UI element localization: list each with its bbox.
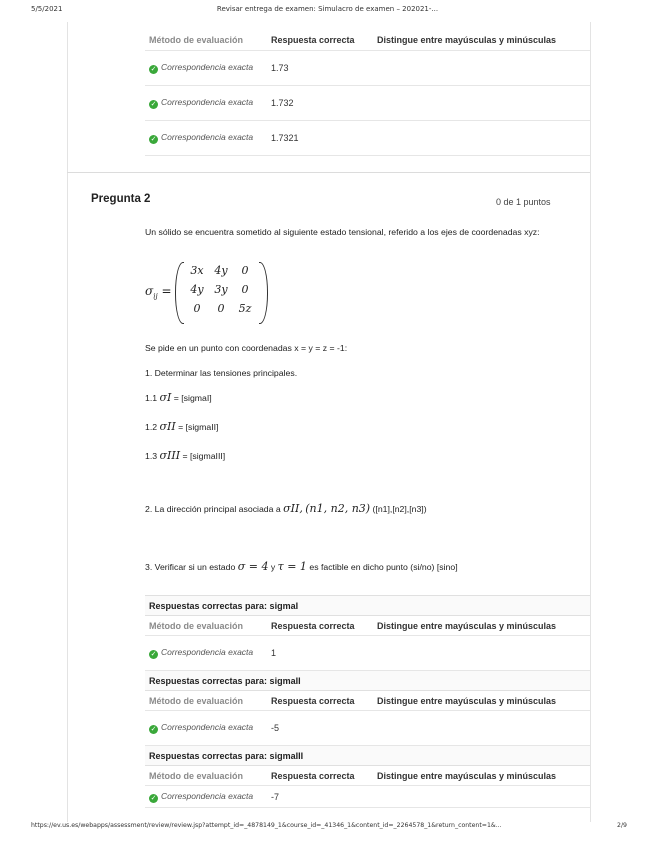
matrix-cell: 0 (217, 302, 225, 315)
table-row (145, 786, 590, 808)
table-header-row (145, 616, 590, 636)
method-cell: ✓ Correspondencia exacta (145, 50, 267, 85)
point-line: Se pide en un punto con coordenadas x = y = z = -1: (145, 343, 348, 353)
case-cell (373, 85, 590, 120)
answer-header: Respuesta correcta (267, 30, 373, 50)
answer-cell: 1.732 (267, 85, 373, 120)
answer-cell: 1 (267, 636, 373, 671)
matrix-cell: 4y (214, 264, 228, 277)
part1-sub1: 1.1 σI = [sigmaI] (145, 391, 212, 404)
group-row (145, 596, 590, 616)
answer-cell: -5 (267, 711, 373, 746)
table-row (145, 120, 590, 155)
matrix-cell: 0 (241, 283, 249, 296)
question-title: Pregunta 2 (91, 193, 151, 205)
part2-text: 2. La dirección principal asociada a σII, (n1, n2, n3) ([n1],[n2],[n3]) (145, 502, 427, 515)
answer-header: Respuesta correcta (267, 691, 373, 711)
case-header: Distingue entre mayúsculas y minúsculas (373, 766, 590, 786)
check-icon: ✓ (150, 651, 157, 658)
method-cell: ✓ Correspondencia exacta (145, 85, 267, 120)
part3-text: 3. Verificar si un estado σ = 4 y τ = 1 es factible en dicho punto (si/no) [sino] (145, 560, 458, 573)
group-row (145, 671, 590, 691)
question-intro: Un sólido se encuentra sometido al siguiente estado tensional, referido a los ejes de coordenadas xyz: (145, 227, 540, 237)
answer-header: Respuesta correcta (267, 766, 373, 786)
group-label: Respuestas correctas para: sigmaIII (145, 746, 590, 766)
method-cell: ✓ Correspondencia exacta (145, 786, 267, 808)
matrix-cell: 0 (193, 302, 201, 315)
case-header: Distingue entre mayúsculas y minúsculas (373, 691, 590, 711)
matrix-cell: 5z (238, 302, 252, 315)
case-cell (373, 786, 590, 808)
answer-cell: -7 (267, 786, 373, 808)
left-paren (175, 262, 184, 324)
table-header-row (145, 766, 590, 786)
right-paren (259, 262, 268, 324)
question-divider (67, 172, 590, 173)
method-cell: ✓ Correspondencia exacta (145, 636, 267, 671)
print-date: 5/5/2021 (31, 5, 63, 13)
table-header-row (145, 691, 590, 711)
print-header (0, 3, 655, 17)
print-page-number: 2/9 (617, 822, 627, 829)
check-icon: ✓ (150, 794, 157, 802)
method-header: Método de evaluación (145, 766, 267, 786)
method-header: Método de evaluación (145, 691, 267, 711)
method-cell: ✓ Correspondencia exacta (145, 120, 267, 155)
answer-cell: 1.7321 (267, 120, 373, 155)
group-label: Respuestas correctas para: sigmaI (145, 596, 590, 616)
case-cell (373, 711, 590, 746)
matrix-grid (185, 263, 257, 317)
table-row (145, 50, 590, 85)
case-cell (373, 636, 590, 671)
group-row (145, 746, 590, 766)
case-cell (373, 120, 590, 155)
group-label: Respuestas correctas para: sigmaII (145, 671, 590, 691)
case-cell (373, 50, 590, 85)
matrix-cell: 3x (190, 264, 204, 277)
case-header: Distingue entre mayúsculas y minúsculas (373, 30, 590, 50)
previous-answers-table (145, 30, 590, 156)
answer-header: Respuesta correcta (267, 616, 373, 636)
table-row (145, 636, 590, 671)
print-footer (0, 822, 655, 836)
matrix-cell: 0 (241, 264, 249, 277)
table-header-row (145, 30, 590, 50)
check-icon: ✓ (150, 135, 157, 143)
check-icon: ✓ (150, 726, 157, 733)
part1-sub3: 1.3 σIII = [sigmaIII] (145, 449, 226, 462)
matrix-cell: 3y (214, 283, 228, 296)
matrix-lhs: $\sigma_{ij}$ = (145, 284, 172, 301)
method-header: Método de evaluación (145, 30, 267, 50)
print-title: Revisar entrega de examen: Simulacro de examen – 202021-... (216, 5, 439, 13)
check-icon: ✓ (150, 100, 157, 108)
table-row (145, 711, 590, 746)
check-icon: ✓ (150, 65, 157, 73)
method-header: Método de evaluación (145, 616, 267, 636)
print-url: https://ev.us.es/webapps/assessment/review/review.jsp?attempt_id=_4878149_1&course_id=_41346_1&content_id=_2264578_1&return_content=1&... (31, 822, 502, 829)
table-row (145, 85, 590, 120)
case-header: Distingue entre mayúsculas y minúsculas (373, 616, 590, 636)
matrix-cell: 4y (190, 283, 204, 296)
correct-answers-table (145, 595, 590, 808)
part1-sub2: 1.2 σII = [sigmaII] (145, 420, 219, 433)
stress-matrix (145, 262, 270, 322)
method-cell: ✓ Correspondencia exacta (145, 711, 267, 746)
part1-text: 1. Determinar las tensiones principales. (145, 368, 298, 378)
answer-cell: 1.73 (267, 50, 373, 85)
question-points: 0 de 1 puntos (496, 197, 551, 207)
